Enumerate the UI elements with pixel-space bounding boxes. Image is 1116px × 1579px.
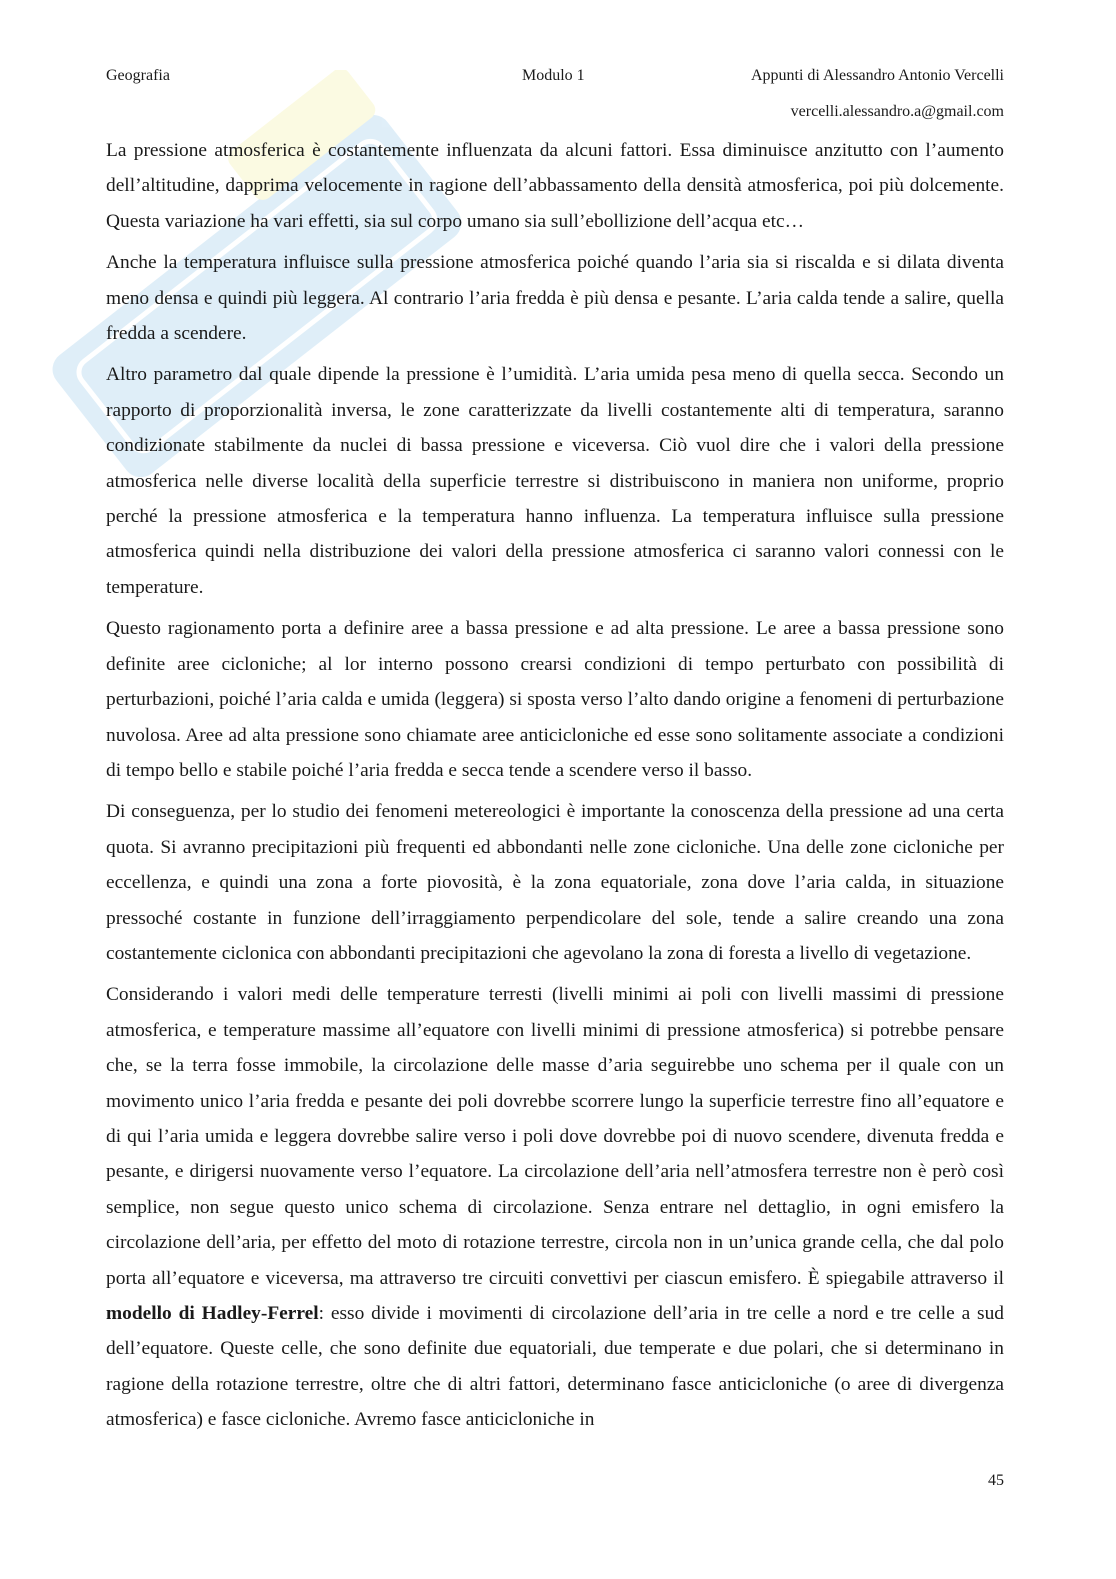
- header-email[interactable]: vercelli.alessandro.a@gmail.com: [790, 103, 1004, 120]
- document-body: [106, 133, 1004, 1444]
- paragraph-text: : esso divide i movimenti di circolazione dell’aria in tre celle a nord e tre celle a sud dell’equatore. Queste celle, che sono definite due equatoriali, due temperate e due polari, che si determinano in ragione della rotazione terrestre, oltre che di altri fattori, determinano fasce anticicloniche (o aree di divergenza atmosferica) e fasce cicloniche. Avremo fasce anticicloniche in: [106, 1303, 1004, 1431]
- paragraph: Anche la temperatura influisce sulla pressione atmosferica poiché quando l’aria sia si riscalda e si dilata diventa meno densa e quindi più leggera. Al contrario l’aria fredda è più densa e pesante. L’aria calda tende a salire, quella fredda a scendere.: [106, 252, 1004, 345]
- header-author: Appunti di Alessandro Antonio Vercelli: [750, 67, 1004, 84]
- page-number: 45: [988, 1472, 1004, 1489]
- header-subject: Geografia: [106, 67, 170, 84]
- paragraph: Di conseguenza, per lo studio dei fenomeni metereologici è importante la conoscenza della pressione ad una certa quota. Si avranno precipitazioni più frequenti ed abbondanti nelle zone cicloniche. Una delle zone cicloniche per eccellenza, e quindi una zona a forte piovosità, è la zona equatoriale, zona dove l’aria calda, in situazione pressoché costante in funzione dell’irraggiamento perpendicolare del sole, tende a salire creando una zona costantemente ciclonica con abbondanti precipitazioni che agevolano la zona di foresta a livello di vegetazione.: [106, 801, 1004, 964]
- bold-term: modello di Hadley-Ferrel: [106, 1303, 319, 1324]
- paragraph-hadley-ferrel: [106, 977, 1004, 1437]
- paragraph-text: Considerando i valori medi delle temperature terresti (livelli minimi ai poli con livelli massimi di pressione atmosferica, e temperature massime all’equatore con livelli minimi di pressione atmosferica) si potrebbe pensare che, se la terra fosse immobile, la circolazione delle masse d’aria seguirebbe uno schema per il quale con un movimento unico l’aria fredda e pesante dei poli dovrebbe scorrere lungo la superficie terrestre fino all’equatore e di qui l’aria umida e leggera dovrebbe salire verso i poli dove dovrebbe poi di nuovo scendere, divenuta fredda e pesante, e dirigersi nuovamente verso l’equatore. La circolazione dell’aria nell’atmosfera terrestre non è però così semplice, non segue questo unico schema di circolazione. Senza entrare nel dettaglio, in ogni emisfero la circolazione dell’aria, per effetto del moto di rotazione terrestre, circola non in un’unica grande cella, che dal polo porta all’equatore e viceversa, ma attraverso tre circuiti convettivi per ciascun emisfero. È spiegabile attraverso il: [106, 984, 1004, 1289]
- paragraph: Questo ragionamento porta a definire aree a bassa pressione e ad alta pressione. Le aree a bassa pressione sono definite aree cicloniche; al lor interno possono crearsi condizioni di tempo perturbato con possibilità di perturbazioni, poiché l’aria calda e umida (leggera) si sposta verso l’alto dando origine a fenomeni di perturbazione nuvolosa. Aree ad alta pressione sono chiamate aree anticicloniche ed esse sono solitamente associate a condizioni di tempo bello e stabile poiché l’aria fredda e secca tende a scendere verso il basso.: [106, 618, 1004, 781]
- paragraph: La pressione atmosferica è costantemente influenzata da alcuni fattori. Essa diminuisce anzitutto con l’aumento dell’altitudine, dapprima velocemente in ragione dell’abbassamento della densità atmosferica, poi più dolcemente. Questa variazione ha vari effetti, sia sul corpo umano sia sull’ebollizione dell’acqua etc…: [106, 140, 1004, 232]
- paragraph: Altro parametro dal quale dipende la pressione è l’umidità. L’aria umida pesa meno di quella secca. Secondo un rapporto di proporzionalità inversa, le zone caratterizzate da livelli costantemente alti di temperatura, saranno condizionate stabilmente da nuclei di bassa pressione e viceversa. Ciò vuol dire che i valori della pressione atmosferica nelle diverse località della superficie terrestre si distribuiscono in maniera non uniforme, proprio perché la pressione atmosferica e la temperatura hanno influenza. La temperatura influisce sulla pressione atmosferica quindi nella distribuzione dei valori della pressione atmosferica ci saranno valori connessi con le temperature.: [106, 364, 1004, 598]
- header-module: Modulo 1: [522, 67, 585, 84]
